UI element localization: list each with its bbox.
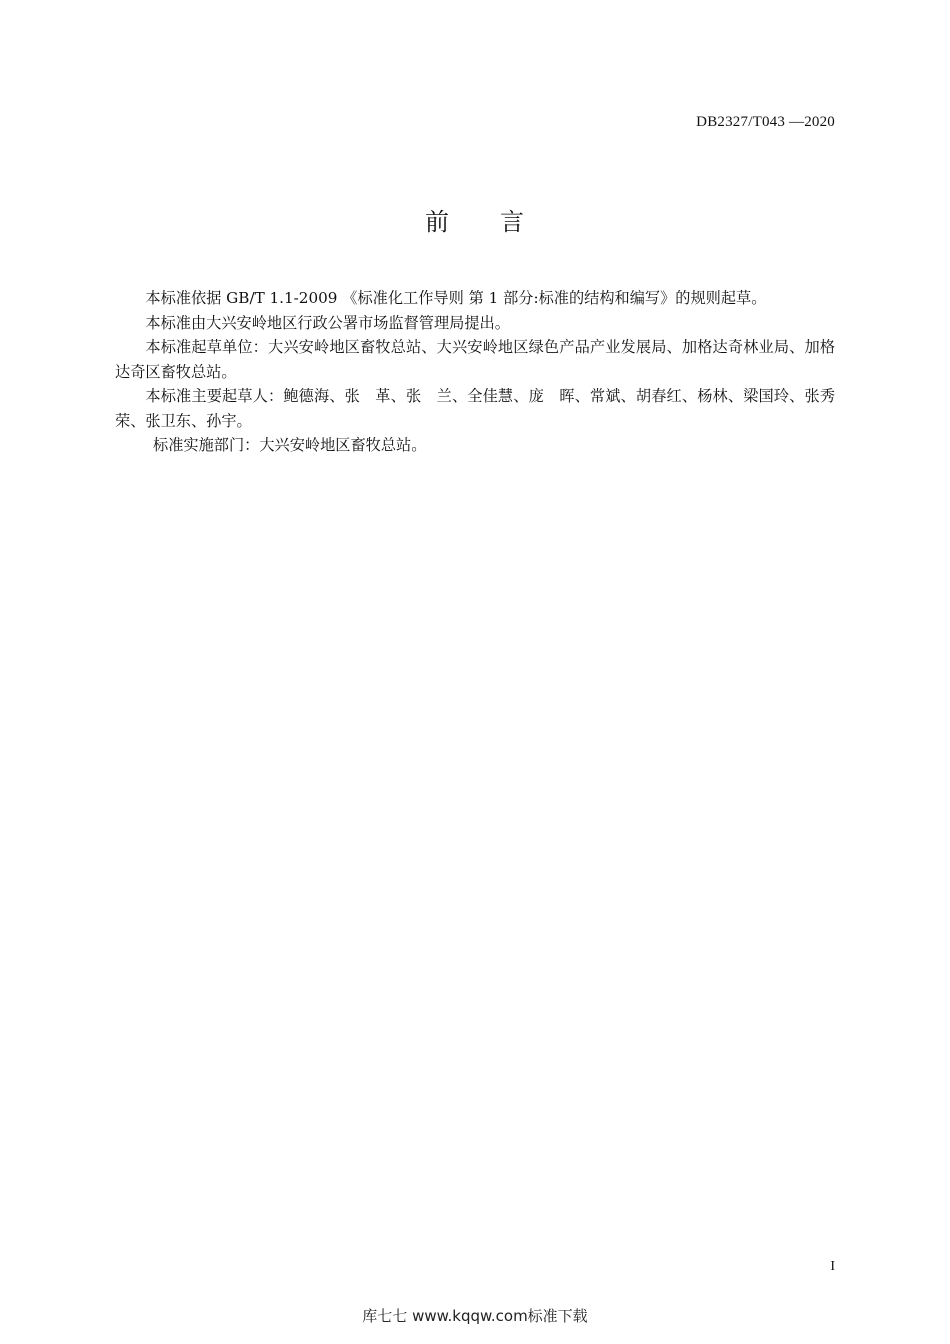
paragraph-drafters: 本标准主要起草人：鲍德海、张 革、张 兰、全佳慧、庞 晖、常斌、胡春红、杨林、梁国玲、张秀荣、张卫东、孙宇。 bbox=[115, 387, 835, 430]
page-number: I bbox=[830, 1259, 835, 1274]
paragraph-drafting-basis: 本标准依据 GB/T 1.1-2009 《标准化工作导则 第 1 部分:标准的结构和编写》的规则起草。 bbox=[145, 289, 767, 307]
document-code: DB2327/T043 —2020 bbox=[696, 114, 835, 130]
foreword-body bbox=[115, 286, 835, 458]
paragraph-implementing-dept: 标准实施部门：大兴安岭地区畜牧总站。 bbox=[153, 436, 427, 454]
paragraph-proposer: 本标准由大兴安岭地区行政公署市场监督管理局提出。 bbox=[145, 313, 510, 332]
footer-watermark: 库七七 www.kqqw.com标准下载 bbox=[362, 1307, 588, 1325]
paragraph-drafting-units: 本标准起草单位：大兴安岭地区畜牧总站、大兴安岭地区绿色产品产业发展局、加格达奇林业局、加格达奇区畜牧总站。 bbox=[115, 338, 835, 381]
title-char-1: 前 bbox=[425, 208, 450, 236]
page-title bbox=[0, 202, 950, 237]
title-char-2: 言 bbox=[500, 208, 525, 236]
